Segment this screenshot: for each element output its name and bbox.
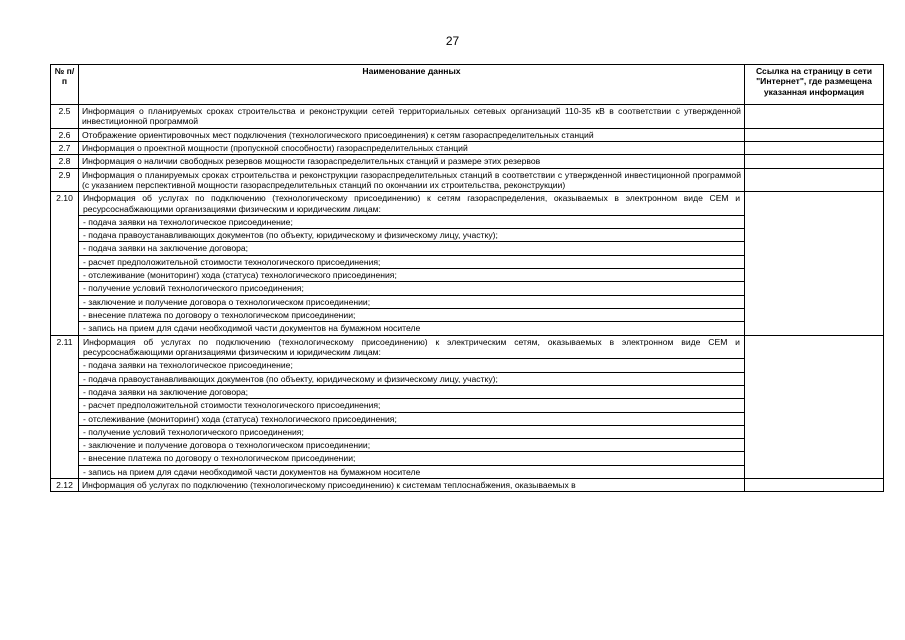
row-link-cell (745, 479, 884, 492)
column-header-name: Наименование данных (79, 65, 745, 105)
table-row (51, 141, 884, 154)
row-number: 2.5 (51, 105, 79, 129)
list-item: - подача правоустанавливающих документов (по объекту, юридическому и физическому лицу, участку); (79, 372, 744, 385)
list-item: - расчет предположительной стоимости технологического присоединения; (79, 398, 744, 411)
table-row (51, 168, 884, 192)
row-description (79, 192, 745, 335)
row-link-cell (745, 192, 884, 335)
row-description: Информация о планируемых сроках строительства и реконструкции газораспределительных станций в соответствии с утвержденной инвестиционной программой (с указанием перспективной мощности газораспределительных станций по окончании их строительства, реконструкции) (79, 168, 745, 192)
row-description: Отображение ориентировочных мест подключения (технологического присоединения) к сетям газораспределительных станций (79, 128, 745, 141)
row-number: 2.11 (51, 335, 79, 478)
list-item: - подача правоустанавливающих документов (по объекту, юридическому и физическому лицу, участку); (79, 228, 744, 241)
list-item: - расчет предположительной стоимости технологического присоединения; (79, 255, 744, 268)
list-item: - получение условий технологического присоединения; (79, 425, 744, 438)
table-row (51, 192, 884, 335)
table-row (51, 479, 884, 492)
row-description: Информация об услугах по подключению (технологическому присоединению) к системам теплоснабжения, оказываемых в (79, 479, 745, 492)
row-number: 2.7 (51, 141, 79, 154)
list-item: - подача заявки на технологическое присоединение; (79, 358, 744, 371)
table-row (51, 128, 884, 141)
table-row (51, 335, 884, 478)
list-item: - заключение и получение договора о технологическом присоединении; (79, 438, 744, 451)
row-link-cell (745, 335, 884, 478)
page-number: 27 (445, 34, 460, 48)
row-number: 2.9 (51, 168, 79, 192)
row-lead-text: Информация об услугах по подключению (технологическому присоединению) к сетям газораспределения, оказываемых в электронном виде СЕМ и ресурсоснабжающими организациями физическим и юридическим лицам: (83, 193, 740, 214)
list-item: - подача заявки на технологическое присоединение; (79, 215, 744, 228)
list-item: - запись на прием для сдачи необходимой части документов на бумажном носителе (79, 321, 744, 334)
row-number: 2.10 (51, 192, 79, 335)
column-header-num: № п/п (51, 65, 79, 105)
row-link-cell (745, 141, 884, 154)
row-link-cell (745, 105, 884, 129)
list-item: - получение условий технологического присоединения; (79, 281, 744, 294)
row-lead-text: Информация об услугах по подключению (технологическому присоединению) к электрическим сетям, оказываемых в электронном виде СЕМ и ресурсоснабжающими организациями физическим и юридическим лицам: (83, 336, 740, 357)
list-item: - отслеживание (мониторинг) хода (статуса) технологического присоединения; (79, 268, 744, 281)
row-link-cell (745, 128, 884, 141)
row-description: Информация о планируемых сроках строительства и реконструкции сетей территориальных сетевых организаций 110-35 кВ в соответствии с утвержденной инвестиционной программой (79, 105, 745, 129)
row-link-cell (745, 155, 884, 168)
list-item: - запись на прием для сдачи необходимой части документов на бумажном носителе (79, 465, 744, 478)
column-header-link: Ссылка на страницу в сети "Интернет", где размещена указанная информация (745, 65, 884, 105)
data-table (50, 64, 884, 492)
row-description: Информация о проектной мощности (пропускной способности) газораспределительных станций (79, 141, 745, 154)
row-description: Информация о наличии свободных резервов мощности газораспределительных станций и размере этих резервов (79, 155, 745, 168)
table-row (51, 105, 884, 129)
table-row (51, 155, 884, 168)
row-number: 2.8 (51, 155, 79, 168)
list-item: - отслеживание (мониторинг) хода (статуса) технологического присоединения; (79, 412, 744, 425)
row-number: 2.12 (51, 479, 79, 492)
row-number: 2.6 (51, 128, 79, 141)
list-item: - подача заявки на заключение договора; (79, 241, 744, 254)
list-item: - заключение и получение договора о технологическом присоединении; (79, 295, 744, 308)
row-description (79, 335, 745, 478)
list-item: - подача заявки на заключение договора; (79, 385, 744, 398)
list-item: - внесение платежа по договору о технологическом присоединении; (79, 451, 744, 464)
row-link-cell (745, 168, 884, 192)
table-header-row (51, 65, 884, 105)
list-item: - внесение платежа по договору о технологическом присоединении; (79, 308, 744, 321)
